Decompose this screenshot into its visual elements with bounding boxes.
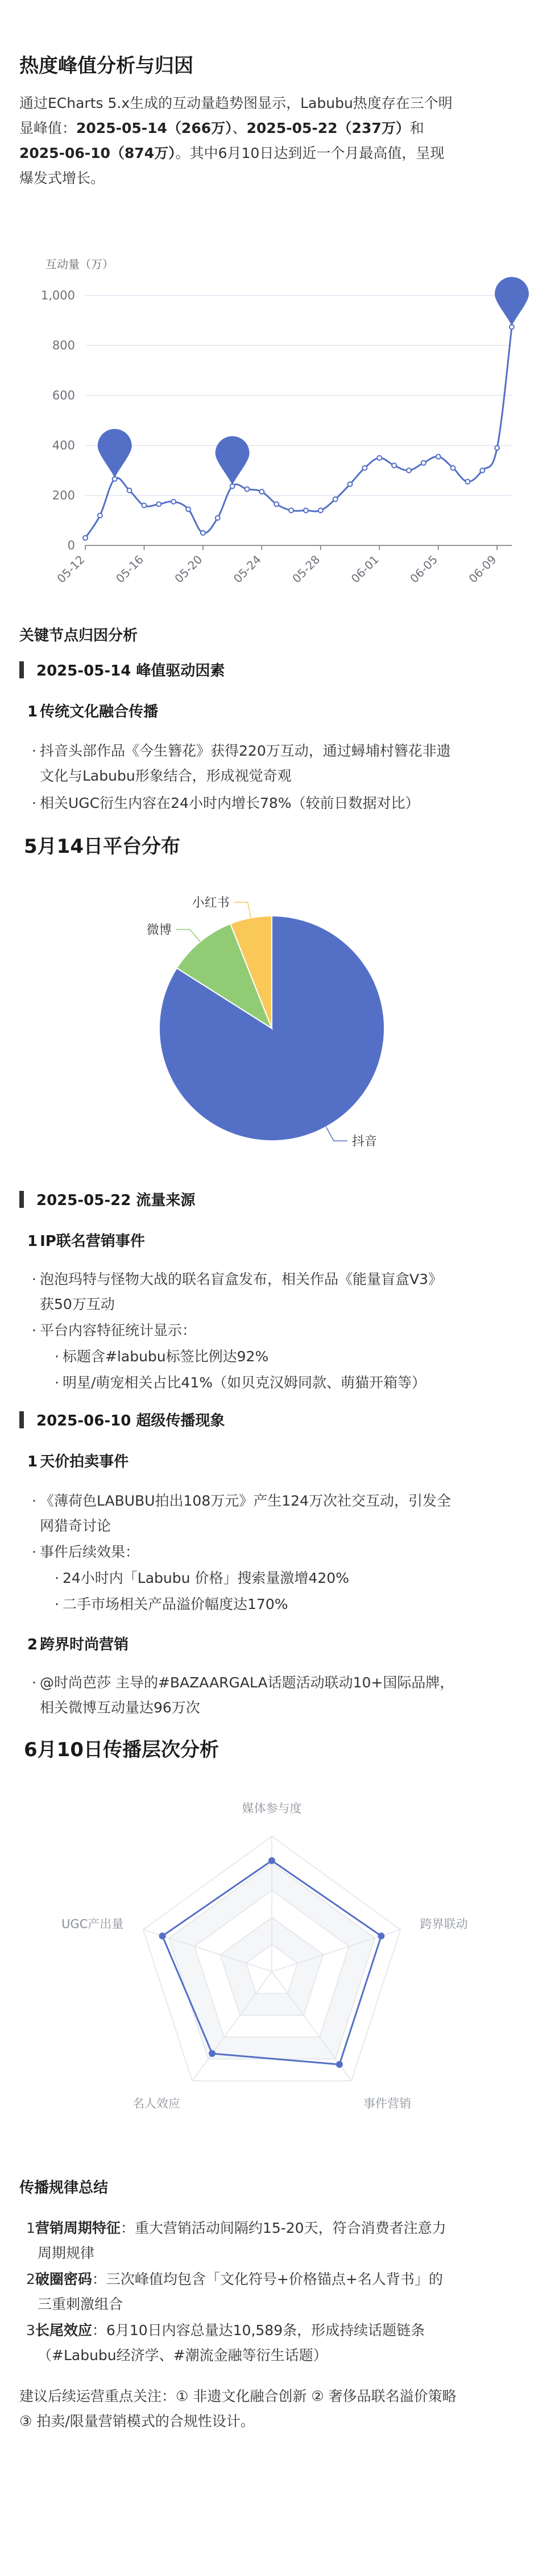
radar-point — [378, 1932, 384, 1939]
bullet-line: 标题含#labubu标签比例达92% — [63, 1348, 269, 1365]
radar-indicator-label: 名人效应 — [132, 2096, 180, 2111]
data-point — [318, 508, 323, 512]
item-text: ：重大营销活动间隔约15-20天，符合消费者注意力 — [120, 2220, 446, 2236]
data-point — [436, 455, 441, 459]
item-label: 破圈密码 — [35, 2271, 92, 2287]
bullet-line: 《薄荷色LABUBU拍出108万元》产生124万次社交互动，引发全 — [40, 1493, 451, 1509]
data-point — [245, 487, 249, 491]
data-point — [377, 456, 382, 460]
event-heading-0522 — [19, 1189, 195, 1210]
data-point — [186, 507, 190, 511]
data-point — [465, 480, 470, 484]
data-point — [201, 531, 205, 535]
intro-sep: 和 — [409, 120, 424, 136]
sub-title: 天价拍卖事件 — [40, 1453, 129, 1470]
data-point — [421, 461, 426, 465]
y-axis-label: 互动量（万） — [45, 257, 114, 271]
x-tick-label: 05-28 — [289, 552, 323, 586]
spread-radar-chart — [0, 1801, 555, 2165]
subheading-culture — [27, 700, 158, 721]
pie-leader-line — [326, 1127, 347, 1141]
platform-pie-chart — [0, 875, 555, 1170]
y-tick-label: 1,000 — [40, 289, 75, 302]
event-heading-0610 — [19, 1409, 225, 1430]
list-item: · 标题含#labubu标签比例达92% — [63, 1344, 540, 1369]
radar-indicator-label: 事件营销 — [363, 2096, 412, 2111]
list-item: · 抖音头部作品《今生簪花》获得220万互动，通过蟳埔村簪花非遗 文化与Labubu形象结合，形成视觉奇观 — [40, 739, 540, 789]
item-number: 2 — [26, 2271, 35, 2287]
list-item: · 泡泡玛特与怪物大战的联名盲盒发布，相关作品《能量盲盒V3》 获50万互动 — [40, 1267, 540, 1317]
x-tick-label: 05-16 — [113, 552, 146, 586]
data-point — [348, 482, 353, 486]
data-point — [142, 503, 146, 508]
list-item: · 相关UGC衍生内容在24小时内增长78%（较前日数据对比） — [40, 791, 540, 816]
series-line — [85, 327, 512, 537]
advice-line: 建议后续运营重点关注：① 非遗文化融合创新 ② 奢侈品联名溢价策略 — [19, 2388, 457, 2404]
x-tick-label: 05-24 — [230, 552, 264, 586]
bullet-line: 明星/萌宠相关占比41%（如贝克汉姆同款、萌猫开箱等） — [63, 1374, 426, 1391]
summary-item-1 — [26, 2216, 538, 2266]
intro-paragraph — [19, 91, 531, 191]
pie-label: 小红书 — [192, 896, 230, 911]
intro-text: 显峰值： — [19, 120, 77, 136]
bullet-line: 相关微博互动量达96万次 — [40, 1699, 200, 1716]
bullet-line: 泡泡玛特与怪物大战的联名盲盒发布，相关作品《能量盲盒V3》 — [40, 1271, 443, 1287]
peak-marker-pin — [216, 436, 250, 485]
heading-bar — [19, 661, 24, 678]
y-tick-label: 0 — [67, 539, 75, 552]
bullet-line: 相关UGC衍生内容在24小时内增长78%（较前日数据对比） — [40, 795, 420, 811]
radar-point — [336, 2061, 343, 2068]
bullet-line: 文化与Labubu形象结合，形成视觉奇观 — [40, 768, 292, 784]
y-tick-label: 400 — [52, 439, 75, 452]
radar-point — [159, 1932, 166, 1939]
x-tick-label: 06-09 — [466, 552, 499, 586]
bullet-line: @时尚芭莎 主导的#BAZAARGALA话题活动联动10+国际品牌， — [40, 1674, 454, 1691]
sub-number: 1 — [27, 1453, 38, 1470]
radar-point — [268, 1857, 275, 1864]
subheading-ip — [27, 1229, 145, 1251]
data-point — [259, 489, 264, 494]
data-point — [171, 499, 176, 504]
data-point — [407, 468, 411, 473]
item-label: 长尾效应 — [35, 2322, 92, 2339]
data-point — [333, 497, 338, 502]
data-point — [83, 536, 88, 540]
bullet-line: 24小时内「Labubu 价格」搜索量激增420% — [63, 1570, 349, 1586]
summary-item-2 — [26, 2267, 538, 2317]
data-point — [480, 468, 484, 473]
event-heading-0514 — [19, 659, 225, 680]
list-item: · 《薄荷色LABUBU拍出108万元》产生124万次社交互动，引发全 网猎奇讨论 — [40, 1489, 540, 1539]
sub-number: 2 — [27, 1636, 38, 1653]
bullet-line: 平台内容特征统计显示： — [40, 1322, 197, 1339]
data-point — [362, 466, 367, 470]
bullet-line: 获50万互动 — [40, 1296, 115, 1312]
summary-item-3 — [26, 2318, 538, 2368]
pie-chart-title: 5月14日平台分布 — [24, 835, 180, 858]
list-item: · 事件后续效果： — [40, 1540, 540, 1565]
item-label: 营销周期特征 — [35, 2220, 121, 2236]
sub-number: 1 — [27, 1233, 38, 1250]
list-item: · @时尚芭莎 主导的#BAZAARGALA话题活动联动10+国际品牌， 相关微博互动量达96万次 — [40, 1670, 540, 1720]
intro-line-4: 爆发式增长。 — [19, 170, 105, 186]
list-item: · 平台内容特征统计显示： — [40, 1318, 540, 1343]
subheading-fashion — [27, 1633, 129, 1654]
pie-leader-line — [234, 902, 251, 918]
bullet-line: 抖音头部作品《今生簪花》获得220万互动，通过蟳埔村簪花非遗 — [40, 743, 451, 759]
list-item: · 二手市场相关产品溢价幅度达170% — [63, 1592, 540, 1617]
data-point — [216, 516, 220, 520]
data-point — [98, 513, 102, 518]
x-tick-label: 06-05 — [407, 552, 441, 586]
item-number: 1 — [26, 2220, 35, 2236]
y-tick-label: 800 — [52, 339, 75, 352]
data-point — [274, 502, 279, 506]
advice-paragraph — [19, 2384, 537, 2434]
peak-1: 2025-05-14（266万） — [76, 120, 233, 136]
event-heading-text: 2025-05-14 峰值驱动因素 — [36, 662, 225, 680]
intro-sep: 、 — [232, 120, 247, 136]
bullet-line: 事件后续效果： — [40, 1544, 140, 1560]
page-title: 热度峰值分析与归因 — [19, 55, 193, 77]
data-point — [304, 508, 308, 512]
item-text: ：6月10日内容总量达10,589条，形成持续话题链条 — [92, 2322, 425, 2339]
peak-marker-pin — [98, 429, 132, 478]
sub-number: 1 — [27, 703, 38, 720]
data-point — [156, 502, 161, 506]
item-text-cont: 周期规律 — [38, 2245, 95, 2261]
advice-line: ③ 拍卖/限量营销模式的合规性设计。 — [19, 2413, 255, 2429]
intro-line-2 — [19, 116, 531, 141]
intro-line-3 — [19, 141, 531, 166]
item-text-cont: （#Labubu经济学、#潮流金融等衍生话题） — [38, 2347, 328, 2364]
sub-title: 传统文化融合传播 — [40, 703, 159, 720]
x-tick-label: 05-12 — [54, 552, 88, 586]
intro-text: 。其中6月10日达到近一个月最高值，呈现 — [175, 145, 445, 161]
peak-marker-pin — [495, 277, 529, 326]
y-tick-label: 600 — [52, 389, 75, 402]
item-number: 3 — [26, 2322, 35, 2339]
peak-2: 2025-05-22（237万） — [246, 120, 410, 136]
pie-label: 微博 — [146, 923, 172, 937]
data-point — [451, 466, 455, 470]
section-title-attribution: 关键节点归因分析 — [19, 627, 138, 644]
bullet-line: 网猎奇讨论 — [40, 1518, 111, 1534]
bullet-line: 二手市场相关产品溢价幅度达170% — [63, 1596, 288, 1612]
data-point — [127, 488, 132, 493]
pie-label: 抖音 — [351, 1135, 377, 1149]
y-tick-label: 200 — [52, 489, 75, 502]
event-heading-text: 2025-06-10 超级传播现象 — [36, 1412, 225, 1429]
sub-title: IP联名营销事件 — [40, 1233, 145, 1250]
x-tick-label: 06-01 — [348, 552, 382, 586]
x-tick-label: 05-20 — [172, 552, 205, 586]
sub-title: 跨界时尚营销 — [40, 1636, 129, 1653]
heading-bar — [19, 1411, 24, 1428]
data-point — [392, 463, 396, 468]
data-point — [289, 508, 293, 512]
item-text: ：三次峰值均包含「文化符号+价格锚点+名人背书」的 — [92, 2271, 443, 2287]
list-item: · 24小时内「Labubu 价格」搜索量激增420% — [63, 1566, 540, 1591]
heading-bar — [19, 1191, 24, 1208]
data-point — [495, 445, 499, 450]
radar-indicator-label: 媒体参与度 — [242, 1802, 302, 1815]
event-heading-text: 2025-05-22 流量来源 — [36, 1192, 196, 1209]
radar-indicator-label: 跨界联动 — [420, 1917, 468, 1931]
radar-chart-title: 6月10日传播层次分析 — [24, 1739, 219, 1761]
radar-point — [209, 2050, 216, 2057]
list-item: · 明星/萌宠相关占比41%（如贝克汉姆同款、萌猫开箱等） — [63, 1370, 540, 1395]
item-text-cont: 三重刺激组合 — [38, 2296, 123, 2312]
section-title-summary: 传播规律总结 — [19, 2179, 109, 2196]
subheading-auction — [27, 1450, 129, 1471]
peak-3: 2025-06-10（874万） — [19, 145, 176, 161]
intro-line-1: 通过ECharts 5.x生成的互动量趋势图显示，Labubu热度存在三个明 — [19, 95, 453, 111]
trend-line-chart — [0, 239, 555, 602]
radar-indicator-label: UGC产出量 — [61, 1917, 124, 1931]
pie-leader-line — [176, 929, 200, 942]
